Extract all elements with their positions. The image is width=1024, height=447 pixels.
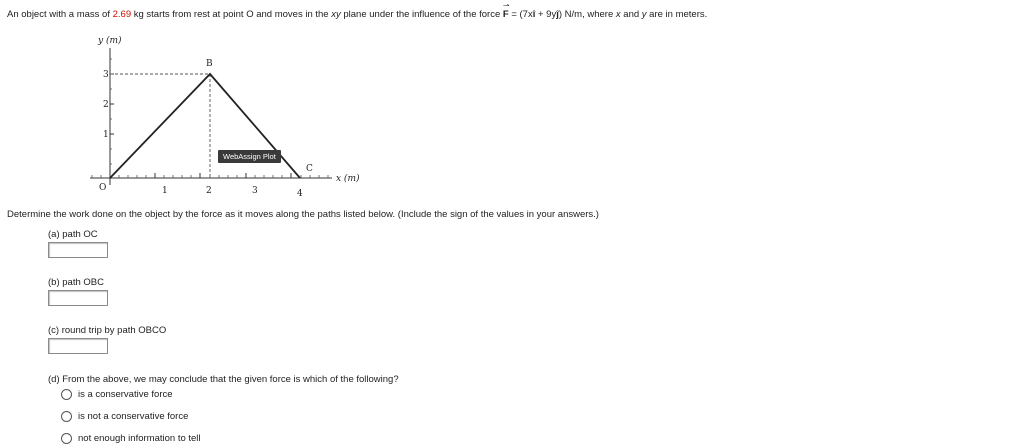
part-b [48, 277, 108, 306]
option-label: is a conservative force [78, 389, 173, 400]
x-axis-label: x (m) [336, 174, 360, 184]
webassign-plot-badge: WebAssign Plot [218, 150, 281, 163]
vector-arrow-icon: ⇀ [502, 1, 510, 10]
path-plot [80, 30, 390, 205]
instructions: Determine the work done on the object by the force as it moves along the paths listed below. (Include the sign of the values in your answers.) [7, 209, 599, 220]
point-C-label: C [306, 164, 313, 174]
origin-label: O [99, 183, 107, 193]
option-label: is not a conservative force [78, 411, 189, 422]
part-a-answer-input[interactable] [48, 242, 108, 258]
y-axis-label: y (m) [98, 36, 122, 46]
part-a-label: (a) path OC [48, 229, 98, 240]
radio-button-icon[interactable] [61, 411, 72, 422]
x-major-ticks [155, 173, 291, 178]
path-figure [80, 30, 390, 205]
y-tick-label-3: 3 [103, 70, 109, 80]
y-ticks [110, 74, 114, 134]
y-tick-label-1: 1 [103, 130, 109, 140]
problem-statement: An object with a mass of 2.69 kg starts from rest at point O and moves in the xy plane under the influence of the force ⇀ F = (7xî + 9yĵ) N/m, where x and y are in meters. [7, 1, 708, 20]
part-c [48, 325, 166, 354]
x-tick-label-1: 1 [162, 186, 168, 196]
part-d-label: (d) From the above, we may conclude that the given force is which of the following? [48, 374, 399, 385]
part-b-answer-input[interactable] [48, 290, 108, 306]
radio-button-icon[interactable] [61, 433, 72, 444]
part-a [48, 229, 108, 258]
x-tick-label-2: 2 [206, 186, 212, 196]
part-c-answer-input[interactable] [48, 338, 108, 354]
mass-value: 2.69 [112, 9, 132, 20]
force-vector: ⇀ F [502, 1, 510, 20]
x-tick-label-3: 3 [252, 186, 258, 196]
point-B-label: B [206, 59, 213, 69]
option-conservative[interactable] [61, 389, 173, 400]
x-tick-label-4: 4 [297, 189, 303, 199]
option-not-conservative[interactable] [61, 411, 188, 422]
y-tick-label-2: 2 [103, 100, 109, 110]
part-b-label: (b) path OBC [48, 277, 104, 288]
option-not-enough-info[interactable] [61, 433, 201, 444]
radio-button-icon[interactable] [61, 389, 72, 400]
part-c-label: (c) round trip by path OBCO [48, 325, 167, 336]
option-label: not enough information to tell [78, 433, 201, 444]
